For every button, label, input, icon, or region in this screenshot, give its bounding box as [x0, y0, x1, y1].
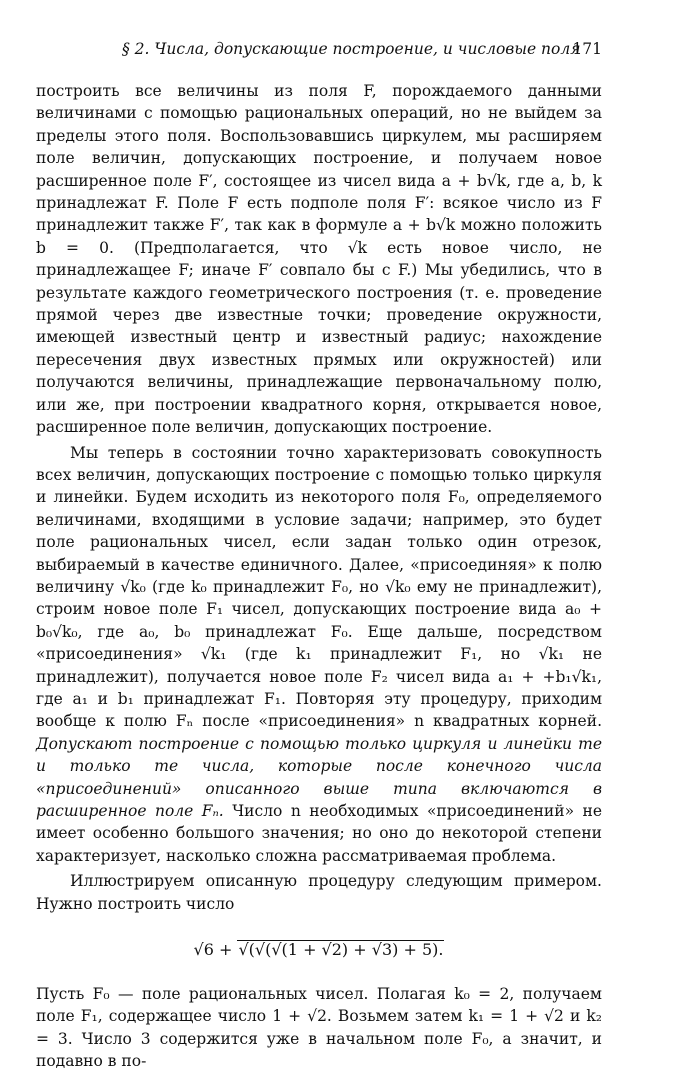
paragraph-2 [36, 442, 602, 868]
body-text [36, 80, 602, 1073]
example-formula [36, 927, 602, 973]
paragraph-2-end: Число n необходимых «присоединений» не имеет особенно большого значения; но оно до некоторой степени характеризует, насколько сложна рассматриваемая проблема. [36, 802, 602, 865]
paragraph-1: построить все величины из поля F, порождаемого данными величинами с помощью рациональных операций, но не выйдем за пределы этого поля. Воспользовавшись циркулем, мы расширяем поле величин, допускающих построение, и получаем новое расширенное поле F′, состоящее из чисел вида a + b√k, где a, b, k принадлежат F. Поле F есть подполе поля F′: всякое число из F принадлежит также F′, так как в формуле a + b√k можно положить b = 0. (Предполагается, что √k есть новое число, не принадлежащее F; иначе F′ совпало бы с F.) Мы убедились, что в результате каждого геометрического построения (т. е. проведение прямой через две известные точки; проведение окружности, имеющей известный центр и известный радиус; нахождение пересечения двух известных прямых или окружностей) или получаются величины, принадлежащие первоначальному полю, или же, при построении квадратного корня, открывается новое, расширенное поле величин, допускающих построение. [36, 82, 602, 437]
paragraph-2-text: Мы теперь в состоянии точно характеризовать совокупность всех величин, допускающих построение с помощью только циркуля и линейки. Будем исходить из некоторого поля F₀, определяемого величинами, входящими в условие задачи; например, это будет поле рациональных чисел, если задан только один отрезок, выбираемый в качестве единичного. Далее, «присоединяя» к полю величину √k₀ (где k₀ принадлежит F₀, но √k₀ ему не принадлежит), строим новое поле F₁ чисел, допускающих построение вида a₀ + b₀√k₀, где a₀, b₀ принадлежат F₀. Еще дальше, посредством «присоединения» √k₁ (где k₁ принадлежит F₁, но √k₁ не принадлежит), получается новое поле F₂ чисел вида a₁ + +b₁√k₁, где a₁ и b₁ принадлежат F₁. Повторяя эту процедуру, приходим вообще к полю Fₙ после «присоединения» n квадратных корней. [36, 443, 602, 731]
page-number: 171 [572, 40, 602, 58]
formula-part-1: √6 + [193, 940, 238, 960]
paragraph-4: Пусть F₀ — поле рациональных чисел. Полагая k₀ = 2, получаем поле F₁, содержащее число 1 + √2. Возьмем затем k₁ = 1 + √2 и k₂ = 3. Число 3 содержится уже в начальном поле F₀, а значит, и подавно в по- [36, 985, 602, 1071]
running-header [36, 40, 602, 62]
running-title: § 2. Числа, допускающие построение, и числовые поля [122, 40, 581, 58]
paragraph-3: Иллюстрируем описанную процедуру следующим примером. Нужно построить число [36, 872, 602, 913]
theorem-text: Допускают построение с помощью только циркуля и линейки те и только те числа, которые после конечного числа «присоединений» описанного выше типа включаются в расширенное поле Fₙ. [36, 734, 602, 820]
formula-part-2: √(√(√(1 + √2) + √3) + 5). [238, 940, 444, 960]
